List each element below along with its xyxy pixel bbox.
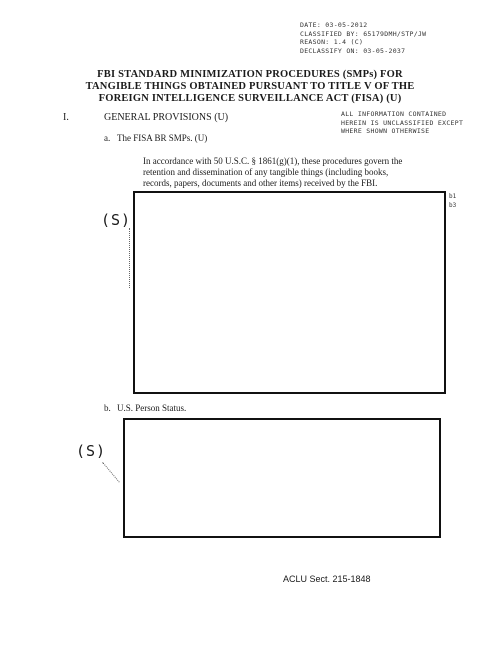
- margin-code: b1: [449, 193, 457, 200]
- title-line: FOREIGN INTELLIGENCE SURVEILLANCE ACT (FISA) (U): [98, 93, 402, 104]
- subsection-a-heading: The FISA BR SMPs. (U): [117, 133, 208, 143]
- subsection-b-heading: U.S. Person Status.: [117, 403, 187, 413]
- classification-mark-s: (S): [101, 211, 132, 229]
- section-number: I.: [63, 112, 69, 123]
- subsection-b-label: b.: [104, 403, 111, 413]
- classification-note: [341, 110, 463, 136]
- margin-code: b3: [449, 202, 457, 209]
- paragraph-line: In accordance with 50 U.S.C. § 1861(g)(1), these procedures govern the: [143, 156, 403, 166]
- paragraph-line: retention and dissemination of any tangible things (including books,: [143, 167, 389, 177]
- stamp-line: DATE: 03-05-2012: [300, 21, 368, 29]
- redaction-bracket-line: [129, 228, 130, 288]
- margin-codes: [449, 192, 456, 210]
- stamp-line: CLASSIFIED BY: 65179DMH/STP/JW: [300, 29, 427, 38]
- stamp-line: REASON: 1.4 (C): [300, 38, 364, 47]
- redaction-pointer-line: [102, 462, 119, 483]
- note-line: WHERE SHOWN OTHERWISE: [341, 127, 430, 136]
- stamp-line: DECLASSIFY ON: 03-05-2037: [300, 46, 406, 55]
- redaction-box: [123, 418, 441, 538]
- title-line: TANGIBLE THINGS OBTAINED PURSUANT TO TITLE V OF THE: [85, 81, 415, 92]
- note-line: HEREIN IS UNCLASSIFIED EXCEPT: [341, 118, 464, 127]
- note-line: ALL INFORMATION CONTAINED: [341, 110, 447, 118]
- title-line: FBI STANDARD MINIMIZATION PROCEDURES (SMPs) FOR: [97, 69, 403, 80]
- declassification-stamp: [300, 21, 426, 55]
- bates-footer: ACLU Sect. 215-1848: [283, 574, 371, 584]
- paragraph-line: records, papers, documents and other items) received by the FBI.: [143, 178, 378, 188]
- subsection-a-label: a.: [104, 133, 111, 143]
- classification-mark-s: (S): [76, 442, 107, 460]
- section-heading: GENERAL PROVISIONS (U): [104, 112, 229, 123]
- redaction-box: [133, 191, 446, 394]
- document-title: [0, 69, 500, 105]
- subsection-a-paragraph: [143, 156, 433, 189]
